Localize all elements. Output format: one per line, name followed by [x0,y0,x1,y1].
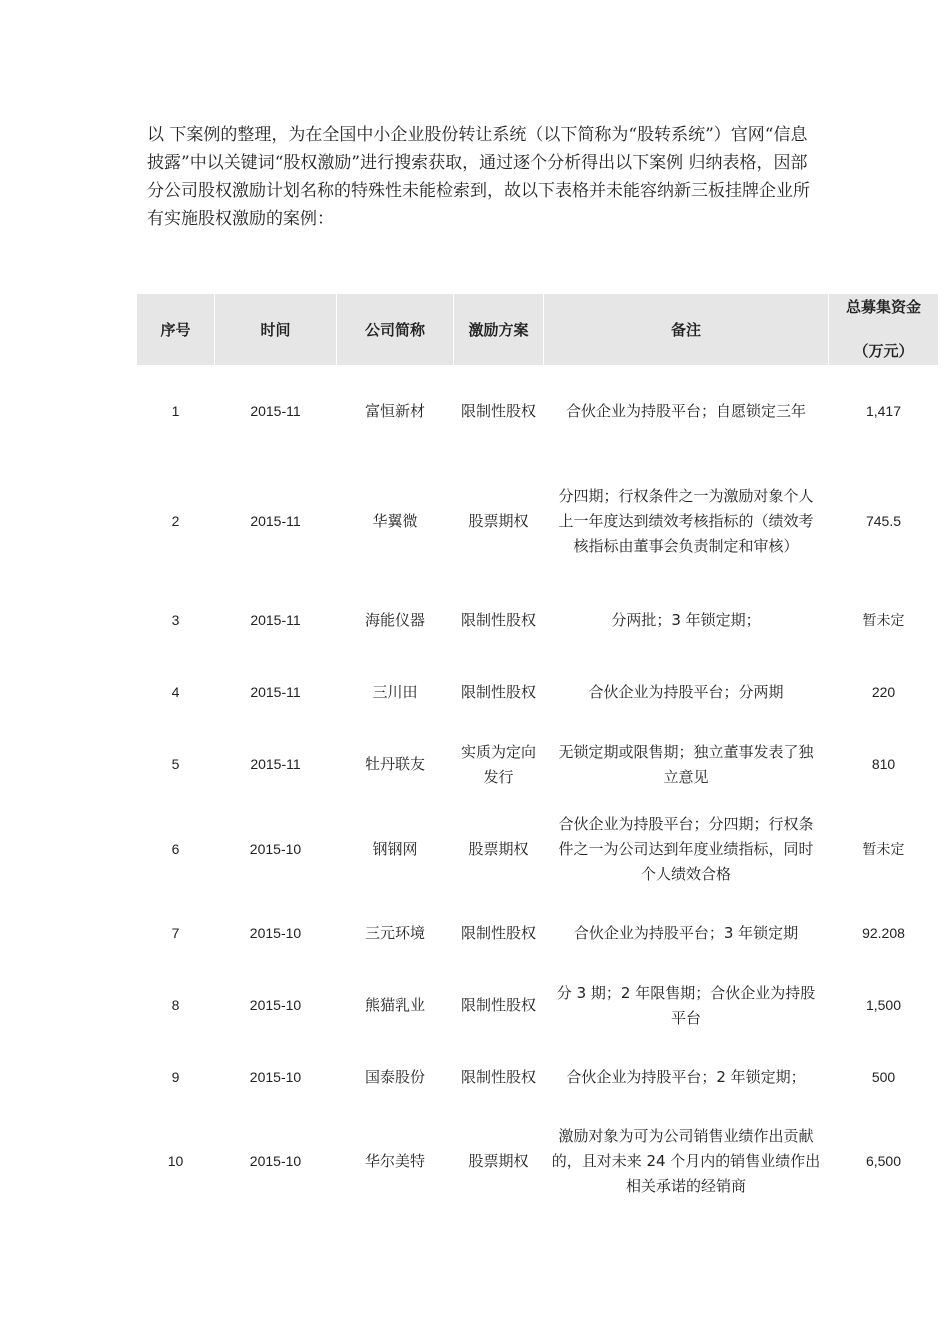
table-row [137,1043,939,1113]
table-row [137,1113,939,1211]
cell-index: 6 [171,841,180,857]
cell-time: 2015-11 [250,403,301,420]
cell-note: 合伙企业为持股平台；分两期 [588,682,784,701]
header-note: 备注 [544,294,829,366]
cell-company: 三元环境 [364,924,425,942]
cell-time: 2015-10 [249,1069,302,1085]
cell-time: 2015-10 [249,841,302,857]
cell-fund: 92.208 [862,925,905,941]
cell-scheme: 股票期权 [468,840,529,858]
incentive-cases-table [136,293,939,1211]
cell-scheme: 限制性股权 [460,611,536,629]
cell-note: 分两批；3 年锁定期； [611,611,761,629]
cell-company: 三川田 [372,682,418,701]
header-fund-unit: （万元） [853,343,914,360]
cell-company: 钢钢网 [372,840,418,858]
intro-paragraph: 以 下案例的整理，为在全国中小企业股份转让系统（以下简称为“股转系统”）官网“信息披露”中以关键词“股权激励”进行搜索获取，通过逐个分析得出以下案例 归纳表格，因部分公司股权激励计划名称的特殊性未能检索到，故以下表格并未能容纳新三板挂牌企业所有实施股权激励的案例： [147,125,810,229]
cell-note: 无锁定期或限售期；独立董事发表了独立意见 [558,742,814,786]
cell-time: 2015-11 [250,612,301,628]
cell-note: 合伙企业为持股平台；3 年锁定期 [573,924,799,942]
cell-index: 1 [171,403,180,420]
cell-time: 2015-10 [249,997,302,1013]
cell-time: 2015-10 [249,1153,302,1169]
cell-scheme: 股票期权 [468,512,529,530]
table-header-row [137,294,939,366]
cell-company: 牡丹联友 [364,755,425,773]
cell-index: 8 [171,997,180,1013]
cell-note: 分四期；行权条件之一为激励对象个人上一年度达到绩效考核指标的（绩效考核指标由董事会负责制定和审核） [558,487,814,555]
cell-company: 华翼微 [372,512,418,530]
table-row [137,366,939,458]
cell-index: 3 [171,612,180,628]
cell-note: 合伙企业为持股平台；2 年锁定期； [566,1068,806,1086]
cell-scheme: 限制性股权 [460,402,536,421]
cell-fund: 6,500 [865,1153,902,1169]
table-row [137,899,939,969]
table-row [137,458,939,586]
cell-fund: 1,417 [865,403,902,420]
header-company: 公司简称 [337,294,454,366]
header-scheme: 激励方案 [454,294,544,366]
cell-company: 海能仪器 [364,611,425,629]
cell-fund: 暂未定 [862,612,905,628]
cell-company: 富恒新材 [364,402,425,421]
table-row [137,801,939,899]
cell-scheme: 股票期权 [468,1152,529,1170]
cell-fund: 810 [871,756,896,772]
cell-fund: 500 [871,1069,896,1085]
cell-time: 2015-10 [249,925,302,941]
table-row [137,729,939,801]
cell-scheme: 实质为定向发行 [460,742,536,786]
cell-note: 合伙企业为持股平台；分四期；行权条件之一为公司达到年度业绩指标，同时个人绩效合格 [558,815,814,883]
cell-scheme: 限制性股权 [460,996,536,1014]
cell-time: 2015-11 [250,513,301,529]
cell-fund: 745.5 [865,513,902,529]
cell-scheme: 限制性股权 [460,682,536,701]
header-time: 时间 [215,294,337,366]
cell-note: 激励对象为可为公司销售业绩作出贡献的，且对未来 24 个月内的销售业绩作出相关承诺的经销商 [551,1127,821,1195]
table-row [137,586,939,656]
table-row [137,969,939,1043]
cell-time: 2015-11 [250,756,301,772]
cell-index: 7 [171,925,180,941]
table-row [137,656,939,729]
cell-company: 国泰股份 [364,1068,425,1086]
cell-index: 10 [167,1153,184,1169]
cell-fund: 暂未定 [862,841,905,857]
cell-index: 9 [171,1069,180,1085]
cell-index: 5 [171,756,180,772]
cell-scheme: 限制性股权 [460,1068,536,1086]
header-fund-label: 总募集资金 [845,299,921,316]
cell-scheme: 限制性股权 [460,924,536,942]
header-index: 序号 [137,294,215,366]
cell-index: 4 [171,683,180,700]
cell-note: 分 3 期；2 年限售期；合伙企业为持股平台 [556,983,816,1027]
cell-fund: 220 [871,683,896,700]
header-fund [829,294,939,366]
cell-index: 2 [171,513,180,529]
cell-fund: 1,500 [865,997,902,1013]
cell-note: 合伙企业为持股平台；自愿锁定三年 [565,402,806,421]
cell-company: 华尔美特 [364,1152,425,1170]
cell-time: 2015-11 [250,683,301,700]
cell-company: 熊猫乳业 [364,996,425,1014]
